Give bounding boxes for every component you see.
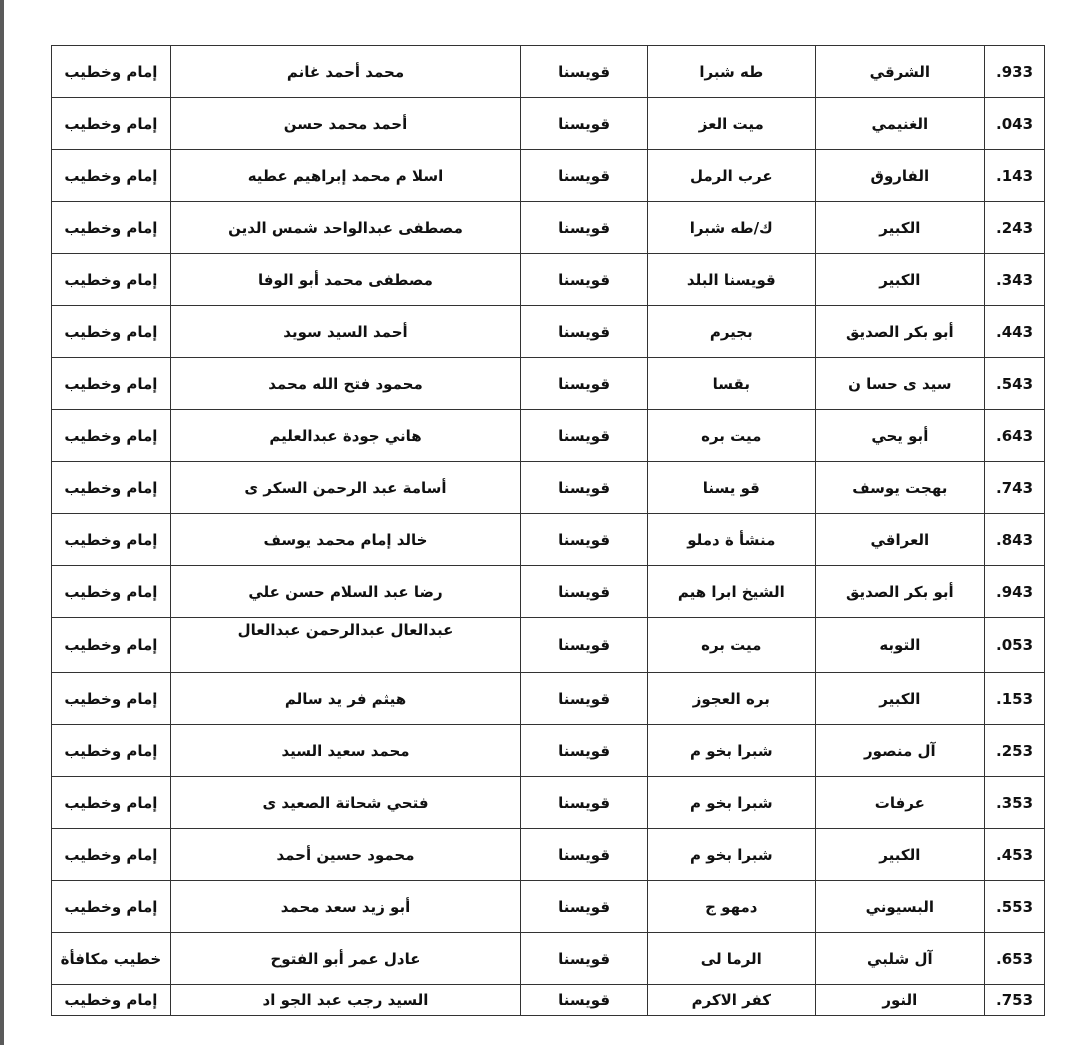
row-number-cell: .043 xyxy=(985,98,1045,150)
table-row xyxy=(52,618,1045,673)
center-cell: قويسنا xyxy=(521,46,648,98)
person-name-cell: عبدالعال عبدالرحمن عبدالعال xyxy=(170,618,520,673)
row-number-cell: .153 xyxy=(985,673,1045,725)
job-title-cell: إمام وخطيب xyxy=(52,514,171,566)
job-title-cell: خطيب مكافأة xyxy=(52,933,171,985)
job-title-cell: إمام وخطيب xyxy=(52,725,171,777)
mosque-name-cell: البسيوني xyxy=(815,881,985,933)
center-cell: قويسنا xyxy=(521,725,648,777)
person-name-cell: رضا عبد السلام حسن علي xyxy=(170,566,520,618)
mosque-name-cell: آل منصور xyxy=(815,725,985,777)
person-name-cell: محمد أحمد غانم xyxy=(170,46,520,98)
mosque-name-cell: الكبير xyxy=(815,254,985,306)
table-row xyxy=(52,566,1045,618)
row-number-cell: .643 xyxy=(985,410,1045,462)
job-title-cell: إمام وخطيب xyxy=(52,358,171,410)
row-number-cell: .943 xyxy=(985,566,1045,618)
mosque-name-cell: الغنيمي xyxy=(815,98,985,150)
imams-table xyxy=(51,45,1045,1016)
row-number-cell: .053 xyxy=(985,618,1045,673)
page-left-edge xyxy=(0,0,4,1045)
center-cell: قويسنا xyxy=(521,150,648,202)
village-cell: قو يسنا xyxy=(648,462,816,514)
table-row xyxy=(52,829,1045,881)
table-row xyxy=(52,254,1045,306)
village-cell: بجيرم xyxy=(648,306,816,358)
job-title-cell: إمام وخطيب xyxy=(52,306,171,358)
person-name-cell: فتحي شحاتة الصعيد ى xyxy=(170,777,520,829)
table-row xyxy=(52,881,1045,933)
mosque-name-cell: الفاروق xyxy=(815,150,985,202)
person-name-cell: أحمد السيد سويد xyxy=(170,306,520,358)
mosque-name-cell: الكبير xyxy=(815,202,985,254)
center-cell: قويسنا xyxy=(521,202,648,254)
center-cell: قويسنا xyxy=(521,410,648,462)
center-cell: قويسنا xyxy=(521,566,648,618)
center-cell: قويسنا xyxy=(521,98,648,150)
job-title-cell: إمام وخطيب xyxy=(52,150,171,202)
center-cell: قويسنا xyxy=(521,933,648,985)
center-cell: قويسنا xyxy=(521,254,648,306)
village-cell: كفر الاكرم xyxy=(648,985,816,1016)
person-name-cell: مصطفى عبدالواحد شمس الدين xyxy=(170,202,520,254)
table-row xyxy=(52,202,1045,254)
mosque-name-cell: أبو يحي xyxy=(815,410,985,462)
row-number-cell: .933 xyxy=(985,46,1045,98)
table-row xyxy=(52,985,1045,1016)
table-row xyxy=(52,306,1045,358)
mosque-name-cell: سيد ى حسا ن xyxy=(815,358,985,410)
job-title-cell: إمام وخطيب xyxy=(52,254,171,306)
row-number-cell: .453 xyxy=(985,829,1045,881)
village-cell: بره العجوز xyxy=(648,673,816,725)
mosque-name-cell: عرفات xyxy=(815,777,985,829)
person-name-cell: السيد رجب عبد الجو اد xyxy=(170,985,520,1016)
job-title-cell: إمام وخطيب xyxy=(52,985,171,1016)
center-cell: قويسنا xyxy=(521,306,648,358)
center-cell: قويسنا xyxy=(521,462,648,514)
row-number-cell: .743 xyxy=(985,462,1045,514)
person-name-cell: هاني جودة عبدالعليم xyxy=(170,410,520,462)
table-row xyxy=(52,358,1045,410)
job-title-cell: إمام وخطيب xyxy=(52,202,171,254)
row-number-cell: .553 xyxy=(985,881,1045,933)
row-number-cell: .143 xyxy=(985,150,1045,202)
person-name-cell: مصطفى محمد أبو الوفا xyxy=(170,254,520,306)
table-row xyxy=(52,410,1045,462)
village-cell: الشيخ ابرا هيم xyxy=(648,566,816,618)
person-name-cell: محمود حسين أحمد xyxy=(170,829,520,881)
village-cell: الرما لى xyxy=(648,933,816,985)
job-title-cell: إمام وخطيب xyxy=(52,46,171,98)
village-cell: طه شبرا xyxy=(648,46,816,98)
village-cell: عرب الرمل xyxy=(648,150,816,202)
person-name-cell: أبو زيد سعد محمد xyxy=(170,881,520,933)
table-row xyxy=(52,98,1045,150)
center-cell: قويسنا xyxy=(521,829,648,881)
table-row xyxy=(52,933,1045,985)
mosque-name-cell: الشرقي xyxy=(815,46,985,98)
mosque-name-cell: النور xyxy=(815,985,985,1016)
mosque-name-cell: أبو بكر الصديق xyxy=(815,566,985,618)
job-title-cell: إمام وخطيب xyxy=(52,98,171,150)
village-cell: ميت بره xyxy=(648,618,816,673)
table-row xyxy=(52,777,1045,829)
mosque-name-cell: بهجت يوسف xyxy=(815,462,985,514)
village-cell: شبرا بخو م xyxy=(648,777,816,829)
center-cell: قويسنا xyxy=(521,514,648,566)
imams-table-body xyxy=(52,46,1045,1016)
row-number-cell: .543 xyxy=(985,358,1045,410)
village-cell: ميت بره xyxy=(648,410,816,462)
village-cell: ك/طه شبرا xyxy=(648,202,816,254)
person-name-cell: اسلا م محمد إبراهيم عطيه xyxy=(170,150,520,202)
center-cell: قويسنا xyxy=(521,673,648,725)
village-cell: قويسنا البلد xyxy=(648,254,816,306)
mosque-name-cell: آل شلبي xyxy=(815,933,985,985)
center-cell: قويسنا xyxy=(521,985,648,1016)
person-name-cell: هيثم فر يد سالم xyxy=(170,673,520,725)
row-number-cell: .243 xyxy=(985,202,1045,254)
job-title-cell: إمام وخطيب xyxy=(52,673,171,725)
job-title-cell: إمام وخطيب xyxy=(52,566,171,618)
center-cell: قويسنا xyxy=(521,358,648,410)
village-cell: شبرا بخو م xyxy=(648,725,816,777)
row-number-cell: .343 xyxy=(985,254,1045,306)
table-row xyxy=(52,673,1045,725)
table-row xyxy=(52,725,1045,777)
job-title-cell: إمام وخطيب xyxy=(52,777,171,829)
row-number-cell: .753 xyxy=(985,985,1045,1016)
table-row xyxy=(52,150,1045,202)
row-number-cell: .843 xyxy=(985,514,1045,566)
row-number-cell: .443 xyxy=(985,306,1045,358)
center-cell: قويسنا xyxy=(521,618,648,673)
mosque-name-cell: الكبير xyxy=(815,673,985,725)
person-name-cell: أسامة عبد الرحمن السكر ى xyxy=(170,462,520,514)
row-number-cell: .353 xyxy=(985,777,1045,829)
person-name-cell: خالد إمام محمد يوسف xyxy=(170,514,520,566)
row-number-cell: .653 xyxy=(985,933,1045,985)
table-row xyxy=(52,514,1045,566)
job-title-cell: إمام وخطيب xyxy=(52,410,171,462)
job-title-cell: إمام وخطيب xyxy=(52,618,171,673)
person-name-cell: عادل عمر أبو الفتوح xyxy=(170,933,520,985)
village-cell: منشأ ة دملو xyxy=(648,514,816,566)
job-title-cell: إمام وخطيب xyxy=(52,881,171,933)
village-cell: دمهو ج xyxy=(648,881,816,933)
center-cell: قويسنا xyxy=(521,777,648,829)
person-name-cell: محمود فتح الله محمد xyxy=(170,358,520,410)
mosque-name-cell: أبو بكر الصديق xyxy=(815,306,985,358)
person-name-cell: محمد سعيد السيد xyxy=(170,725,520,777)
job-title-cell: إمام وخطيب xyxy=(52,462,171,514)
mosque-name-cell: العراقي xyxy=(815,514,985,566)
center-cell: قويسنا xyxy=(521,881,648,933)
mosque-name-cell: الكبير xyxy=(815,829,985,881)
table-row xyxy=(52,462,1045,514)
mosque-name-cell: التوبه xyxy=(815,618,985,673)
row-number-cell: .253 xyxy=(985,725,1045,777)
person-name-cell: أحمد محمد حسن xyxy=(170,98,520,150)
job-title-cell: إمام وخطيب xyxy=(52,829,171,881)
village-cell: بقسا xyxy=(648,358,816,410)
village-cell: ميت العز xyxy=(648,98,816,150)
village-cell: شبرا بخو م xyxy=(648,829,816,881)
table-row xyxy=(52,46,1045,98)
